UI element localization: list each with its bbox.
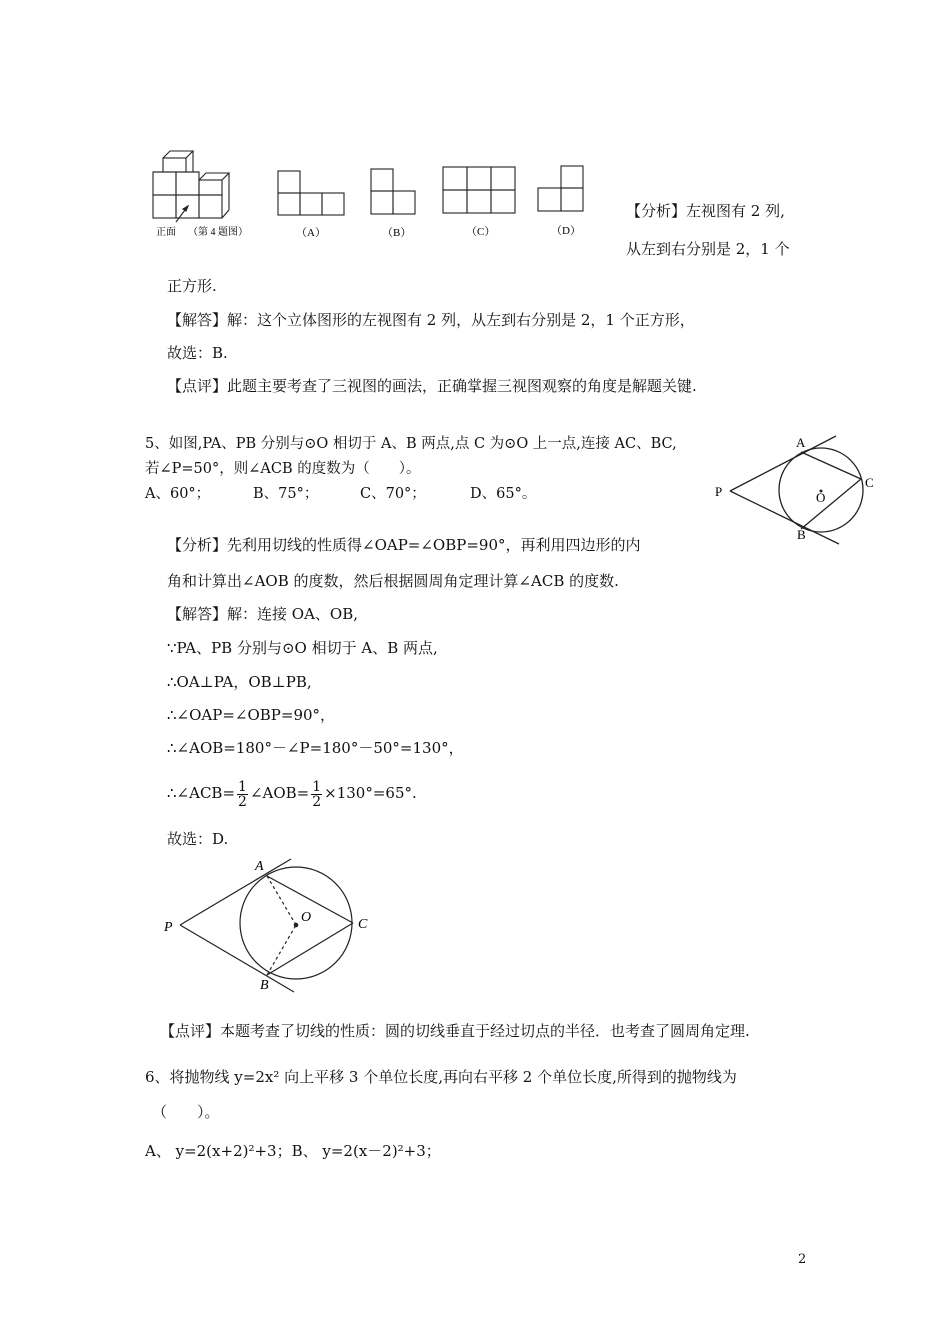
fig1-label-c: C [865, 475, 874, 490]
line6-end: ×130°=65°. [324, 784, 417, 802]
fig1-label-b: B [797, 527, 806, 542]
q6-question-line1: 6、将抛物线 y=2x² 向上平移 3 个单位长度,再向右平移 2 个单位长度,所得到的抛物线为 [145, 1068, 737, 1086]
option-c-label: （C） [466, 226, 496, 238]
fig2-label-o: O [301, 910, 312, 925]
q5-figure-1 [708, 430, 888, 548]
q5-question-line2: 若∠P=50°，则∠ACB 的度数为（ ）。 [145, 461, 421, 477]
fig1-label-a: A [796, 435, 806, 450]
q5-question-line1: 5、如图,PA、PB 分别与⊙O 相切于 A、B 两点,点 C 为⊙O 上一点,连接 AC、BC, [145, 436, 677, 452]
q4-analysis-line3: 正方形. [167, 277, 217, 295]
frac-den-2: 2 [312, 793, 322, 810]
q5-option-a: A、60°； [145, 486, 211, 502]
fig1-label-p: P [715, 484, 723, 499]
front-label: 正面 [156, 227, 176, 238]
fig2-label-c: C [358, 917, 368, 932]
q5-figure-2 [160, 855, 380, 995]
option-d-label: （D） [551, 225, 581, 237]
figure-caption: （第 4 题图） [188, 227, 248, 238]
q6-question-line2: （ ）。 [152, 1103, 220, 1121]
fig2-label-b: B [260, 978, 269, 993]
fig2-label-p: P [164, 920, 173, 935]
q5-comment: 【点评】本题考查了切线的性质：圆的切线垂直于经过切点的半径．也考查了圆周角定理. [160, 1022, 750, 1040]
fraction-half-2 [311, 780, 322, 809]
q4-comment-text: 此题主要考查了三视图的画法，正确掌握三视图观察的角度是解题关键. [227, 377, 697, 395]
q5-choice: 故选：D. [167, 830, 229, 848]
q4-answer-prefix: 【解答】 [167, 311, 228, 329]
q4-comment-prefix: 【点评】 [167, 377, 228, 395]
q5-answer-line2: ∵PA、PB 分别与⊙O 相切于 A、B 两点, [167, 639, 438, 657]
q4-choice: 故选：B. [167, 344, 228, 362]
q5-analysis-line2: 角和计算出∠AOB 的度数，然后根据圆周角定理计算∠ACB 的度数. [167, 572, 619, 590]
q5-answer-line5: ∴∠AOB=180°－∠P=180°－50°=130°， [167, 739, 464, 757]
option-a-label: （A） [296, 227, 326, 239]
line6-mid: ∠AOB= [249, 784, 310, 802]
q4-comment [167, 376, 697, 396]
q5-option-b: B、75°； [253, 486, 319, 502]
q5-option-c: C、70°； [360, 486, 426, 502]
q5-answer-line3: ∴OA⊥PA，OB⊥PB, [167, 673, 312, 691]
fig2-label-a: A [255, 859, 264, 874]
q5-option-d: D、65°。 [470, 486, 537, 502]
q4-analysis-line2: 从左到右分别是 2，1 个 [626, 240, 790, 258]
fig1-label-o: O [816, 490, 826, 505]
fraction-half [237, 780, 248, 809]
frac-num: 1 [238, 778, 247, 795]
line6-start: ∴∠ACB= [167, 784, 236, 802]
page-number: 2 [798, 1252, 807, 1267]
q6-options: A、 y=2(x+2)²+3；B、 y=2(x－2)²+3； [145, 1142, 441, 1160]
q5-analysis-line1: 【分析】先利用切线的性质得∠OAP=∠OBP=90°，再利用四边形的内 [167, 536, 641, 554]
q4-three-view-figures [148, 150, 618, 250]
option-b-label: （B） [382, 227, 412, 239]
q5-answer-line4: ∴∠OAP=∠OBP=90°， [167, 706, 336, 724]
q5-answer-line6 [167, 775, 417, 811]
frac-num-2: 1 [312, 778, 322, 795]
q5-answer-line1: 【解答】解：连接 OA、OB, [167, 605, 358, 623]
q4-answer-text: 解：这个立体图形的左视图有 2 列，从左到右分别是 2，1 个正方形， [227, 311, 695, 329]
q4-analysis-line1: 【分析】左视图有 2 列, [626, 202, 785, 220]
q4-answer [167, 310, 695, 330]
frac-den: 2 [238, 793, 247, 810]
